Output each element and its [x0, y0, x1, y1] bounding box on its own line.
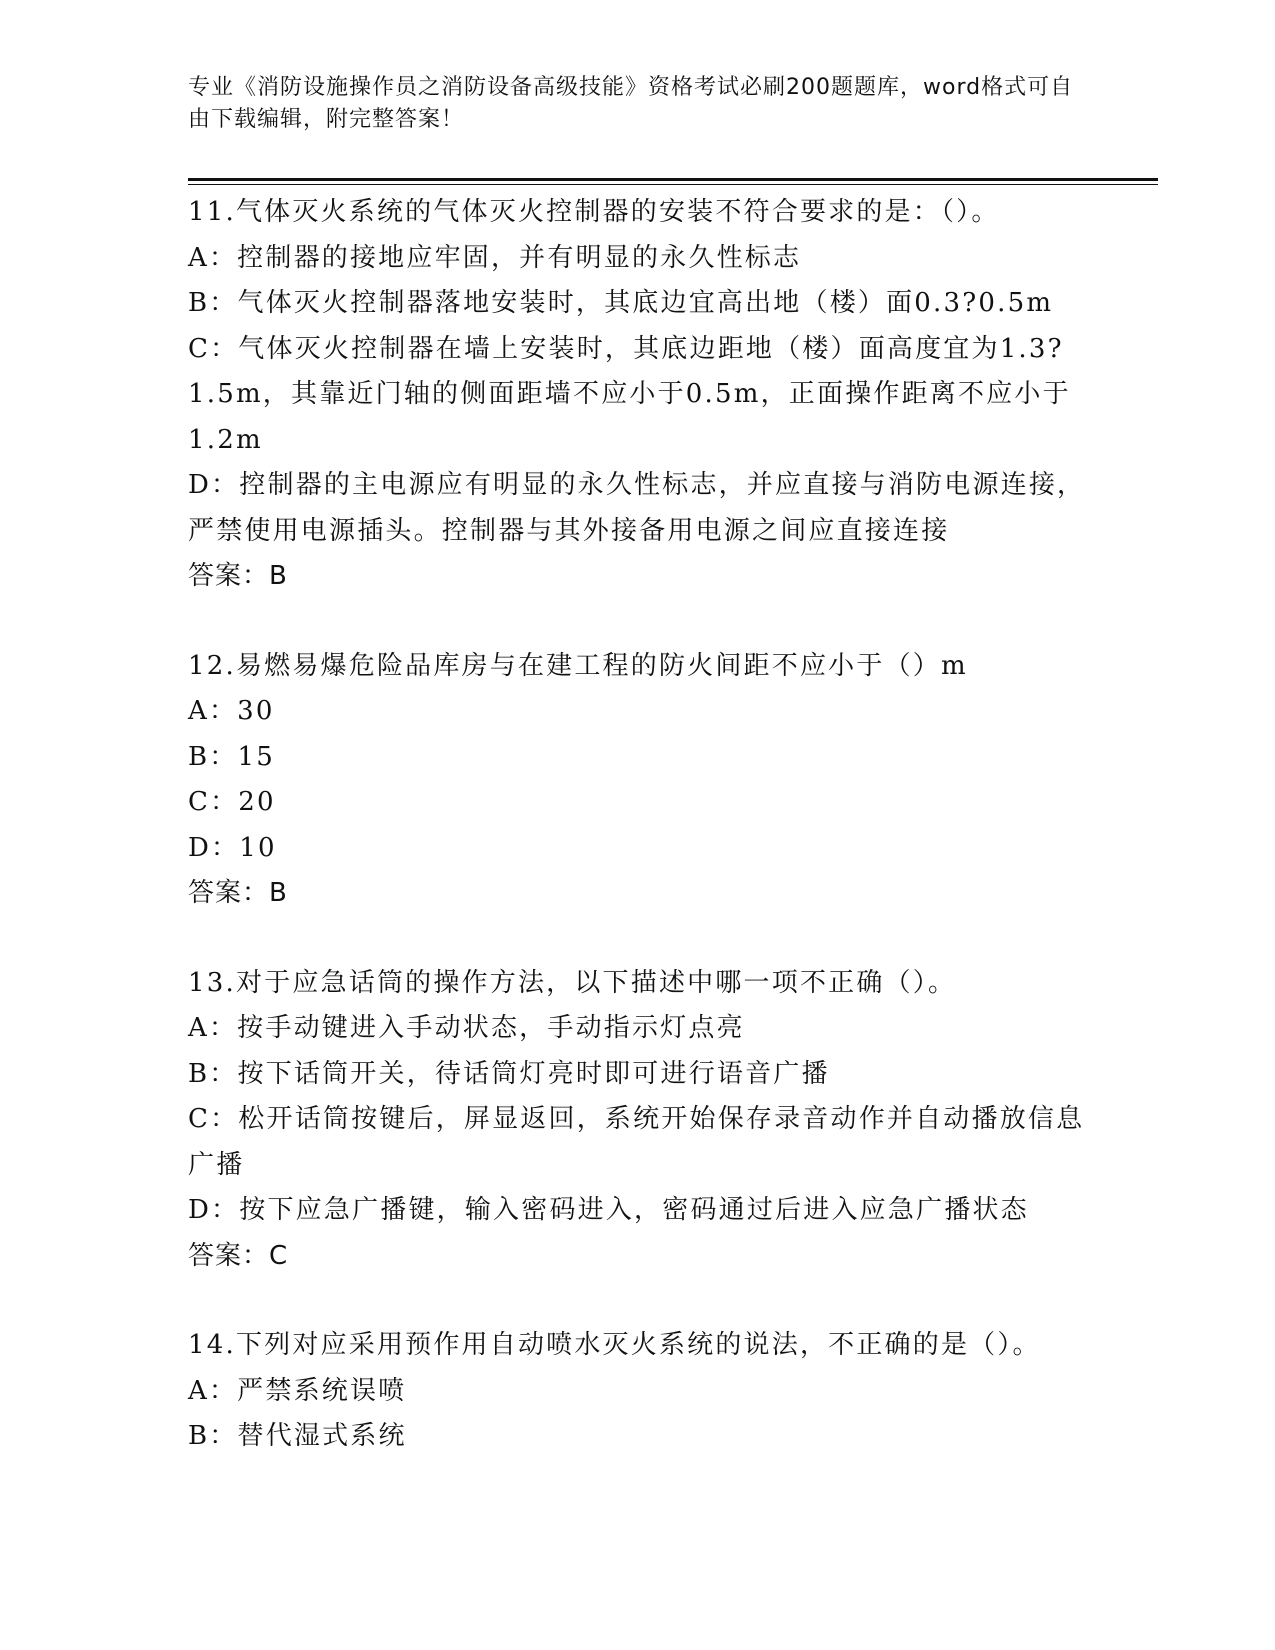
- option-c: C：松开话筒按键后，屏显返回，系统开始保存录音动作并自动播放信息广播: [188, 1104, 1085, 1180]
- option-a: A：30: [188, 696, 275, 726]
- document-header: 专业《消防设施操作员之消防设备高级技能》资格考试必刷200题题库，word格式可自由下载编辑，附完整答案！: [188, 75, 1074, 132]
- answer-label: 答案：B: [188, 878, 288, 908]
- option-d: D：控制器的主电源应有明显的永久性标志，并应直接与消防电源连接，严禁使用电源插头。控制器与其外接备用电源之间应直接连接: [188, 470, 1086, 546]
- header-divider-thin: [188, 184, 1158, 185]
- question-14: [188, 1323, 1088, 1460]
- question-12: [188, 644, 1088, 917]
- header-divider-thick: [188, 178, 1158, 181]
- option-b: B：15: [188, 741, 275, 772]
- answer-label: 答案：B: [188, 561, 288, 591]
- option-c: C：气体灭火控制器在墙上安装时，其底边距地（楼）面高度宜为1.3?1.5m，其靠近门轴的侧面距墙不应小于0.5m，正面操作距离不应小于1.2m: [188, 333, 1071, 455]
- option-b: B：按下话筒开关，待话筒灯亮时即可进行语音广播: [188, 1058, 830, 1089]
- question-stem: 13.对于应急话筒的操作方法，以下描述中哪一项不正确（）。: [188, 967, 957, 998]
- option-c: C：20: [188, 787, 276, 817]
- question-13: [188, 961, 1088, 1280]
- answer-label: 答案：C: [188, 1240, 289, 1271]
- question-stem: 11.气体灭火系统的气体灭火控制器的安装不符合要求的是：（）。: [188, 197, 1000, 227]
- question-stem: 12.易燃易爆危险品库房与在建工程的防火间距不应小于（）m: [188, 650, 968, 681]
- question-11: [188, 190, 1088, 600]
- option-d: D：10: [188, 832, 277, 863]
- question-list: [188, 190, 1088, 1504]
- option-b: B：替代湿式系统: [188, 1421, 407, 1451]
- option-d: D：按下应急广播键，输入密码进入，密码通过后进入应急广播状态: [188, 1195, 1029, 1225]
- question-stem: 14.下列对应采用预作用自动喷水灭火系统的说法，不正确的是（）。: [188, 1330, 1041, 1360]
- option-b: B：气体灭火控制器落地安装时，其底边宜高出地（楼）面0.3?0.5m: [188, 288, 1054, 318]
- option-a: A：控制器的接地应牢固，并有明显的永久性标志: [188, 242, 802, 273]
- option-a: A：按手动键进入手动状态，手动指示灯点亮: [188, 1013, 745, 1043]
- option-a: A：严禁系统误喷: [188, 1375, 407, 1406]
